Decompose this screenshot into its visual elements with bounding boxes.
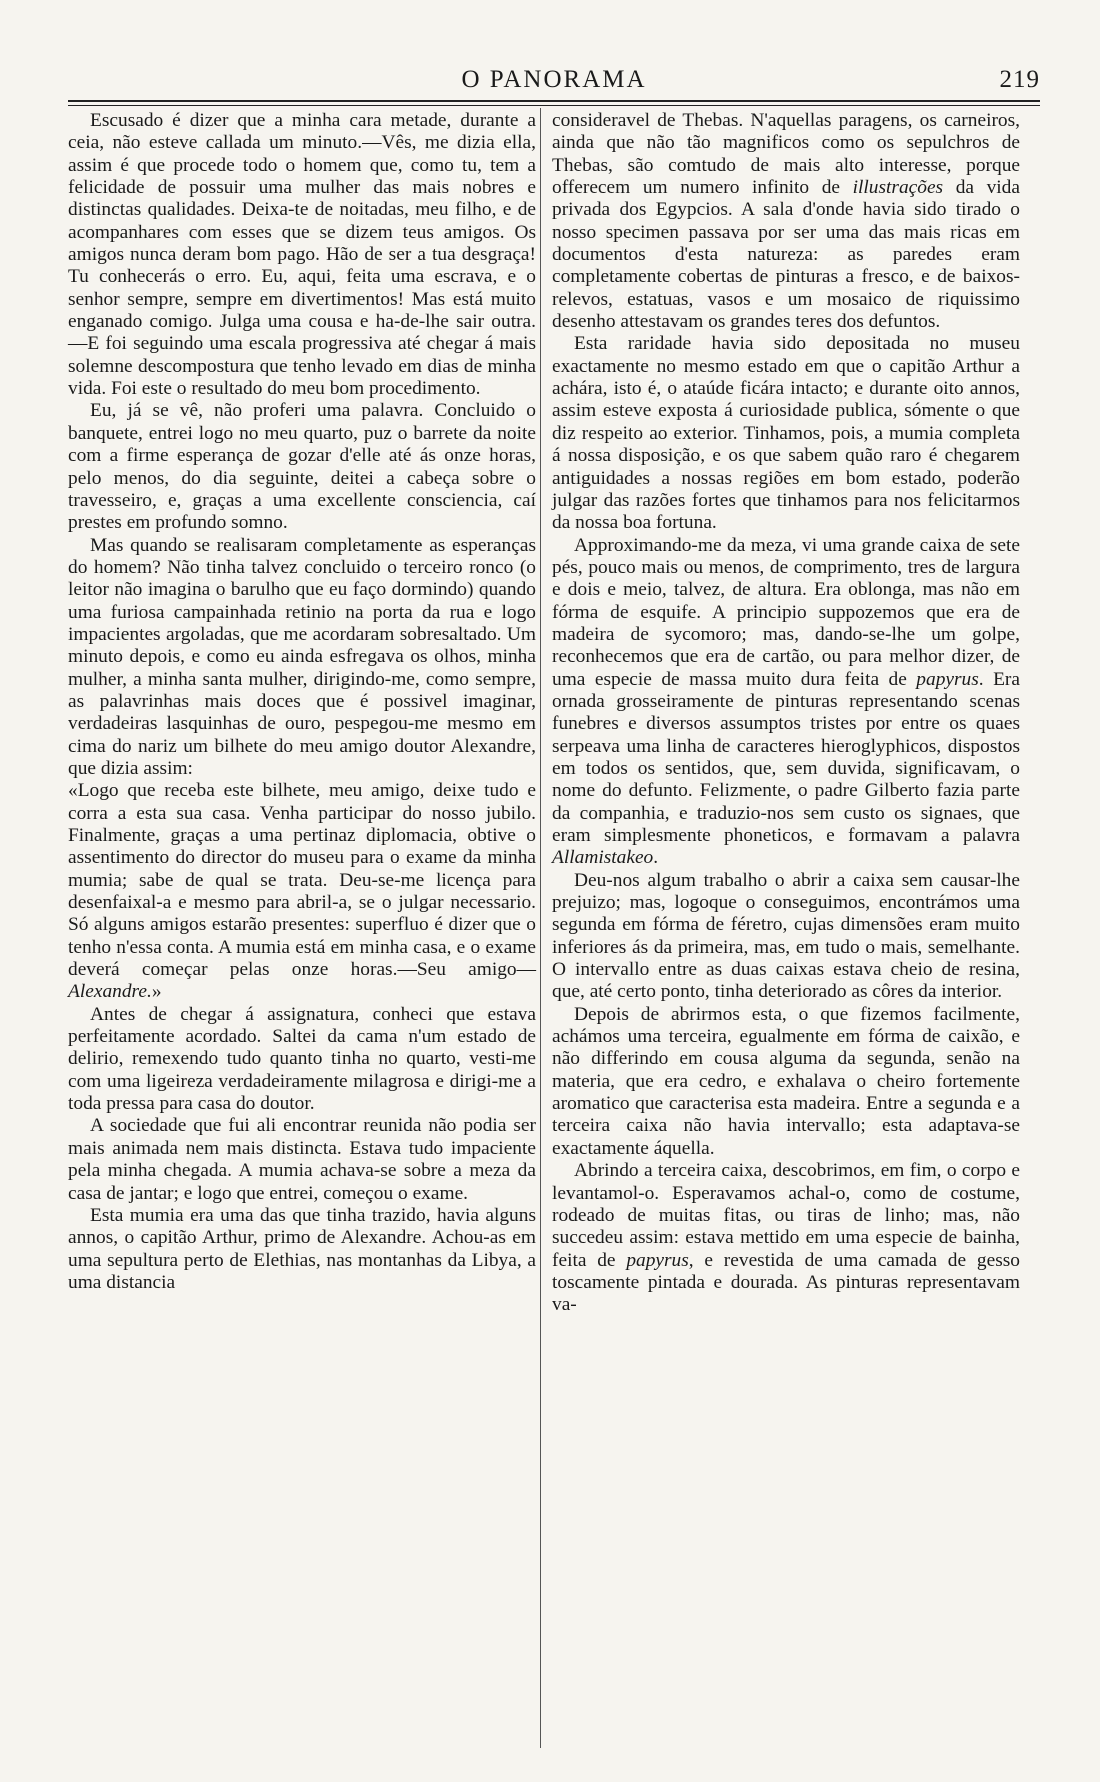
paragraph	[552, 535, 1020, 870]
paragraph	[552, 110, 1020, 333]
italic-term: Allamistakeo	[552, 847, 654, 869]
page-header	[68, 62, 1040, 102]
paragraph: Esta raridade havia sido depositada no museu exactamente no mesmo estado em que o capitão Arthur a achára, isto é, o ataúde ficára intacto; e durante oito annos, assim esteve exposta á curiosidade publica, sómente o que diz respeito ao exterior. Tinhamos, pois, a mumia completa á nossa disposição, e os que sabem quão raro é chegarem antiguidades a nossas regiões em bom estado, poderão julgar das razões fortes que tinhamos para nos felicitarmos da nossa boa fortuna.	[552, 333, 1020, 534]
italic-term: illustrações	[852, 177, 944, 199]
paragraph: Depois de abrirmos esta, o que fizemos facilmente, achámos uma terceira, egualmente em fórma de caixão, e não differindo em cousa alguma da segunda, senão na materia, que era cedro, e exhalava o cheiro fortemente aromatico que caracterisa esta madeira. Entre a segunda e a terceira caixa não havia intervallo; esta adaptava-se exactamente áquella.	[552, 1003, 1020, 1159]
paragraph: Mas quando se realisaram completamente as esperanças do homem? Não tinha talvez concluido o terceiro ronco (o leitor não imagina o barulho que eu faço dormindo) quando uma furiosa campainhada retinio na porta da rua e logo impacientes argoladas, que me acordaram sobresaltado. Um minuto depois, e como eu ainda esfregava os olhos, minha mulher, a minha santa mulher, dirigindo-me, como sempre, as palavrinhas mais doces que é possivel imaginar, verdadeiras lasquinhas de ouro, pespegou-me mesmo em cima do nariz um bilhete do meu amigo doutor Alexandre, que dizia assim:	[68, 534, 536, 779]
letter-signature: Alexandre.	[68, 981, 152, 1003]
italic-term: papyrus	[916, 668, 979, 690]
publication-title: O PANORAMA	[461, 66, 647, 93]
paragraph	[552, 1160, 1020, 1316]
italic-term: papyrus	[626, 1249, 689, 1271]
paragraph: Deu-nos algum trabalho o abrir a caixa sem causar-lhe prejuizo; mas, logoque o conseguimos, encontrámos uma segunda em fórma de féretro, cujas dimensões eram muito inferiores ás da primeira, mas, em tudo o mais, semelhante. O intervallo entre as duas caixas estava cheio de resina, que, até certo ponto, tinha deteriorado as côres da interior.	[552, 869, 1020, 1003]
paragraph: Escusado é dizer que a minha cara metade, durante a ceia, não esteve callada um minuto.—Vês, me dizia ella, assim é que procede todo o homem que, como tu, tem a felicidade de possuir uma mulher das mais nobres e distinctas qualidades. Deixa-te de noitadas, meu filho, e de acompanhares com esses que se dizem teus amigos. Os amigos nunca deram bom pago. Hão de ser a tua desgraça! Tu conhecerás o erro. Eu, aqui, feita uma escrava, e o senhor sempre, sempre em divertimentos! Mas está muito enganado comigo. Julga uma cousa e ha-de-lhe sair outra.—E foi seguindo uma escala progressiva até chegar á mais solemne descompostura que tenho levado em dias de minha vida. Foi este o resultado do meu bom procedimento.	[68, 110, 536, 400]
paragraph: A sociedade que fui ali encontrar reunida não podia ser mais animada nem mais distincta. Estava tudo impaciente pela minha chegada. A mumia achava-se sobre a meza da casa de jantar; e logo que entrei, começou o exame.	[68, 1115, 536, 1204]
text-run: Abrindo a terceira caixa, descobrimos, em fim, o corpo e levantamol-o. Esperavamos achal-o, como de costume, rodeado de muitas fitas, ou tiras de linho; mas, não succedeu assim: estava mettido em uma especie de bainha, feita de	[552, 1160, 1020, 1271]
paragraph: Antes de chegar á assignatura, conheci que estava perfeitamente acordado. Saltei da cama n'um estado de delirio, remexendo tudo quanto tinha no quarto, vesti-me com uma ligeireza verdadeiramente milagrosa e dirigi-me a toda pressa para casa do doutor.	[68, 1003, 536, 1115]
header-rule	[68, 100, 1040, 106]
text-run: .	[653, 847, 659, 869]
text-run: Approximando-me da meza, vi uma grande caixa de sete pés, pouco mais ou menos, de comprimento, tres de largura e dois e meio, talvez, de altura. Era oblonga, mas não em fórma de esquife. A principio suppozemos que era de madeira de sycomoro; mas, dando-se-lhe um golpe, reconhecemos que era de cartão, ou para melhor dizer, de uma especie de massa muito dura feita de	[552, 534, 1020, 690]
text-run: da vida privada dos Egypcios. A sala d'onde havia sido tirado o nosso specimen passava por ser uma das mais ricas em documentos d'esta natureza: as paredes eram completamente cobertas de pinturas a fresco, e de baixos-relevos, estatuas, vasos e um mosaico de riquissimo desenho attestavam os grandes teres dos defuntos.	[552, 177, 1020, 333]
column-divider	[540, 108, 541, 1748]
right-column	[552, 110, 1020, 1317]
letter-closing-mark: »	[151, 981, 162, 1003]
left-column	[68, 110, 536, 1294]
text-run: , e revestida de uma camada de gesso toscamente pintada e dourada. As pinturas representavam va-	[552, 1249, 1020, 1316]
letter-quote	[68, 780, 536, 1003]
text-run: consideravel de Thebas. N'aquellas paragens, os carneiros, ainda que não tão magnificos como os sepulchros de Thebas, são comtudo de mais alto interesse, porque offerecem um numero infinito de	[552, 110, 1020, 199]
paragraph: Esta mumia era uma das que tinha trazido, havia alguns annos, o capitão Arthur, primo de Alexandre. Achou-as em uma sepultura perto de Elethias, nas montanhas da Libya, a uma distancia	[68, 1204, 536, 1293]
text-run: . Era ornada grosseiramente de pinturas representando scenas funebres e diversos assumptos tristes por entre os quaes serpeava uma linha de caracteres hieroglyphicos, dispostos em todos os sentidos, que, sem duvida, significavam, o nome do defunto. Felizmente, o padre Gilberto fazia parte da companhia, e traduzio-nos sem custo os signaes, que eram simplesmente phoneticos, e formavam a palavra	[552, 668, 1021, 846]
page-number: 219	[999, 66, 1040, 93]
paragraph: Eu, já se vê, não proferi uma palavra. Concluido o banquete, entrei logo no meu quarto, puz o barrete da noite com a firme esperança de gozar d'elle até ás onze horas, pelo menos, do dia seguinte, deitei a cabeça sobre o travesseiro, e, graças a uma excellente consciencia, caí prestes em profundo somno.	[68, 400, 536, 534]
letter-text: «Logo que receba este bilhete, meu amigo, deixe tudo e corra a esta sua casa. Venha participar do nosso jubilo. Finalmente, graças a uma pertinaz diplomacia, obtive o assentimento do director do museu para o exame da minha mumia; sabe de qual se trata. Deu-se-me licença para desenfaixal-a e mesmo para abril-a, se o julgar necessario. Só alguns amigos estarão presentes: superfluo é dizer que o tenho n'essa conta. A mumia está em minha casa, e o exame deverá começar pelas onze horas.—Seu amigo—	[68, 780, 536, 981]
